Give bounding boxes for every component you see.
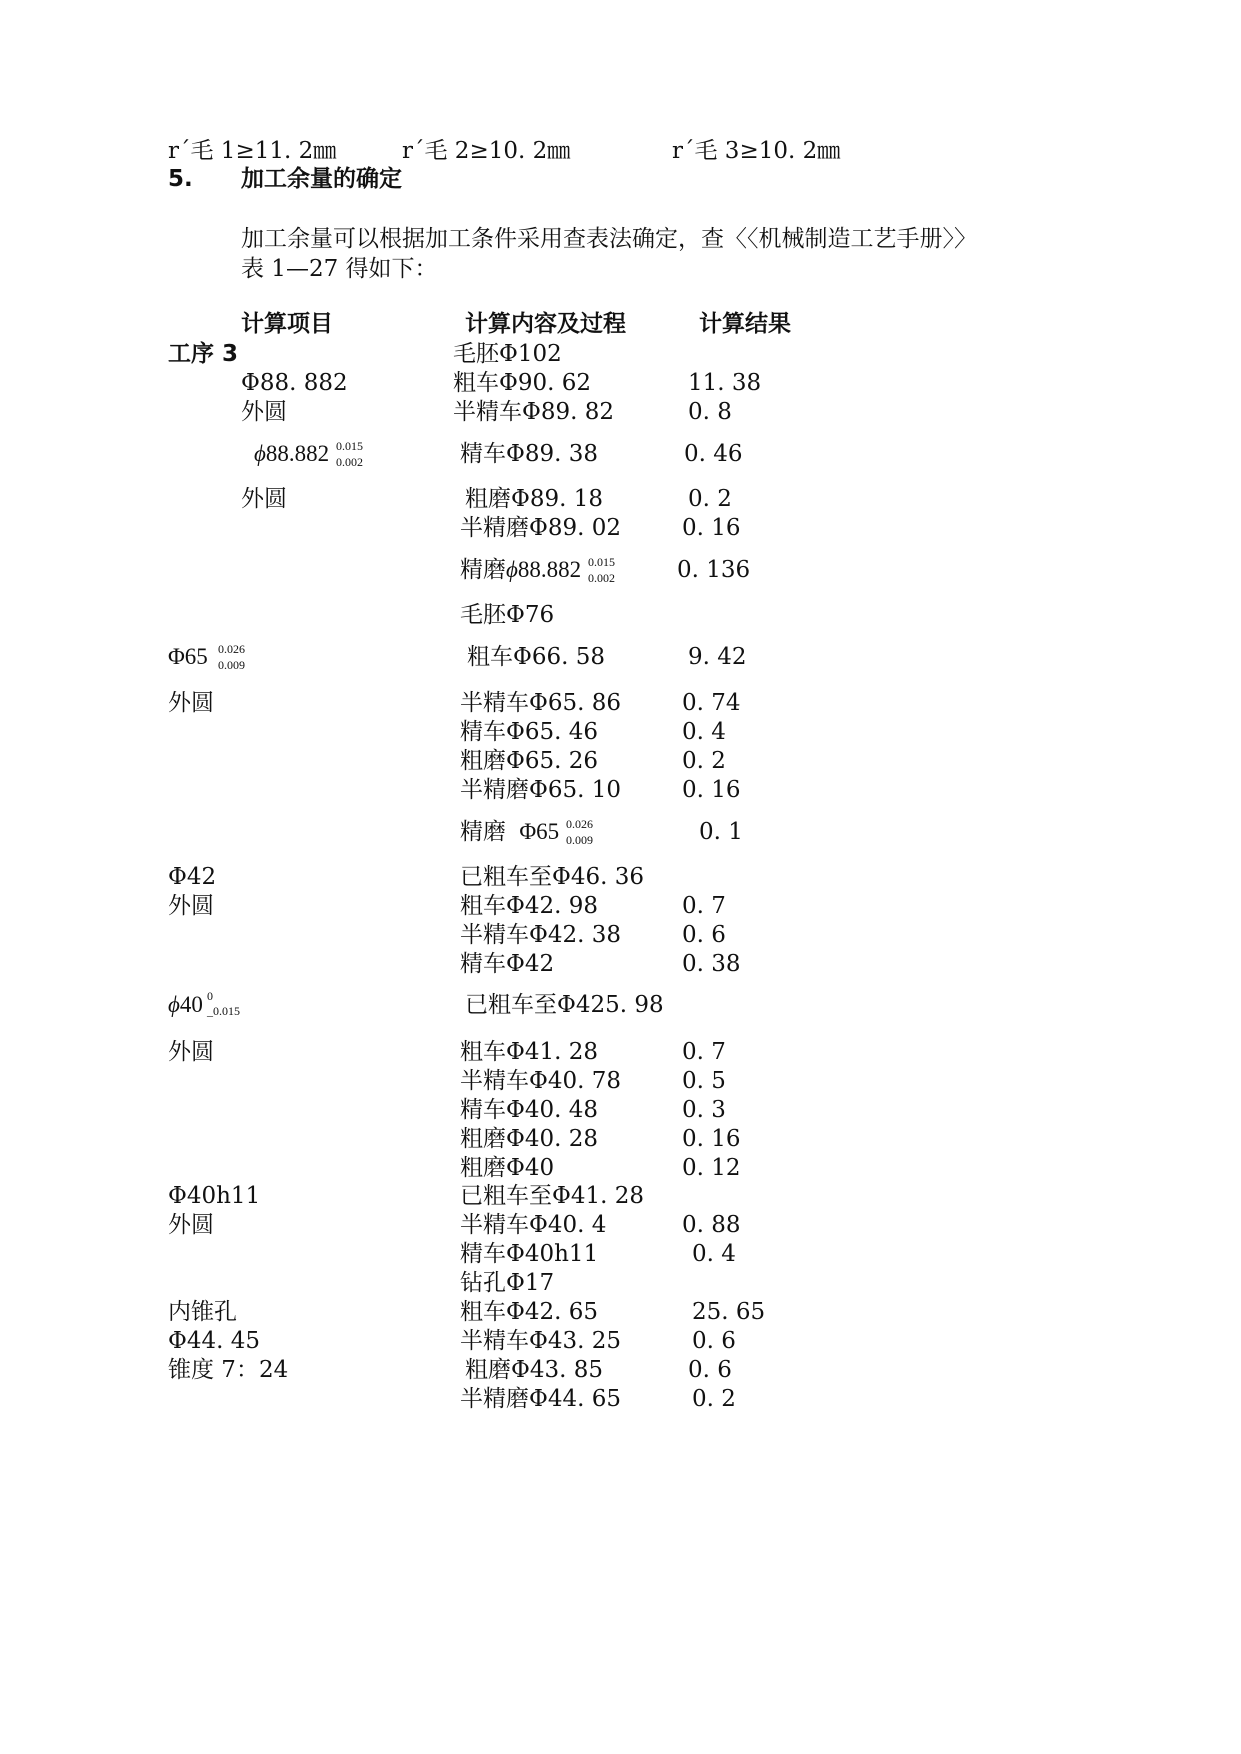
process-step: 粗磨Φ40 bbox=[460, 1155, 555, 1181]
process-step: 毛胚Φ76 bbox=[460, 602, 555, 628]
process-step: 粗车Φ90. 62 bbox=[453, 370, 592, 396]
result-value: 0. 2 bbox=[688, 486, 732, 512]
process-step: 半精磨Φ65. 10 bbox=[460, 777, 622, 803]
result-value: 0. 4 bbox=[692, 1241, 736, 1267]
item-phi88: Φ88. 882 bbox=[241, 370, 348, 396]
process-step: 粗磨Φ40. 28 bbox=[460, 1126, 599, 1152]
result-value: 0. 136 bbox=[677, 557, 751, 583]
process-step: 精磨 Φ65 bbox=[460, 819, 560, 845]
process-step: 精磨ϕ88.882 bbox=[460, 557, 582, 583]
phi-symbol: ϕ bbox=[254, 441, 266, 466]
tol-upper: 0.015 bbox=[588, 555, 615, 569]
process-step: 粗磨Φ65. 26 bbox=[460, 748, 599, 774]
process-step: 半精车Φ42. 38 bbox=[460, 922, 622, 948]
result-value: 0. 6 bbox=[692, 1328, 736, 1354]
result-value: 0. 6 bbox=[682, 922, 726, 948]
process-step: 粗磨Φ43. 85 bbox=[465, 1357, 604, 1383]
result-value: 11. 38 bbox=[688, 370, 762, 396]
result-value: 0. 7 bbox=[682, 1039, 726, 1065]
tol-lower: _0.015 bbox=[207, 1004, 240, 1018]
phi-symbol: ϕ bbox=[168, 992, 180, 1017]
tol-upper: 0.015 bbox=[336, 439, 363, 453]
item-phi44: Φ44. 45 bbox=[168, 1328, 261, 1354]
result-value: 0. 16 bbox=[682, 515, 741, 541]
radius-note-3: r´毛 3≥10. 2㎜ bbox=[672, 138, 841, 164]
item-outer-circle: 外圆 bbox=[168, 893, 214, 919]
item-phi40: ϕ40 bbox=[168, 992, 203, 1017]
process-step: 精车Φ40h11 bbox=[460, 1241, 599, 1267]
result-value: 0. 1 bbox=[699, 819, 743, 845]
process-step: 已粗车至Φ41. 28 bbox=[460, 1183, 645, 1209]
item-phi65: Φ65 bbox=[168, 644, 208, 669]
result-value: 0. 16 bbox=[682, 1126, 741, 1152]
result-value: 0. 7 bbox=[682, 893, 726, 919]
result-value: 25. 65 bbox=[692, 1299, 766, 1325]
result-value: 0. 16 bbox=[682, 777, 741, 803]
item-phi88-tol: ϕ88.882 bbox=[254, 441, 330, 466]
result-value: 0. 2 bbox=[682, 748, 726, 774]
item-outer-circle: 外圆 bbox=[168, 1212, 214, 1238]
item-taper: 锥度 7：24 bbox=[168, 1357, 289, 1383]
item-phi42: Φ42 bbox=[168, 864, 217, 890]
tol-lower: 0.002 bbox=[588, 571, 615, 585]
result-value: 0. 3 bbox=[682, 1097, 726, 1123]
item-process-3: 工序 3 bbox=[168, 341, 239, 367]
process-step: 粗车Φ42. 65 bbox=[460, 1299, 599, 1325]
result-value: 0. 74 bbox=[682, 690, 741, 716]
result-value: 9. 42 bbox=[688, 644, 747, 670]
process-step: 已粗车至Φ46. 36 bbox=[460, 864, 645, 890]
tol-upper: 0.026 bbox=[566, 817, 593, 831]
result-value: 0. 46 bbox=[684, 441, 743, 467]
process-step: 精车Φ65. 46 bbox=[460, 719, 599, 745]
tol-lower: 0.009 bbox=[218, 658, 245, 672]
header-result: 计算结果 bbox=[699, 311, 791, 337]
process-step: 半精磨Φ44. 65 bbox=[460, 1386, 622, 1412]
phi-symbol: ϕ bbox=[506, 557, 518, 582]
process-step: 粗车Φ66. 58 bbox=[467, 644, 606, 670]
process-step: 粗磨Φ89. 18 bbox=[465, 486, 604, 512]
process-step: 精车Φ89. 38 bbox=[460, 441, 599, 467]
result-value: 0. 4 bbox=[682, 719, 726, 745]
intro-line-1: 加工余量可以根据加工条件采用查表法确定，查〈〈机械制造工艺手册〉〉 bbox=[241, 226, 977, 252]
item-outer-circle: 外圆 bbox=[168, 690, 214, 716]
process-step: 粗车Φ41. 28 bbox=[460, 1039, 599, 1065]
process-step: 已粗车至Φ425. 98 bbox=[465, 992, 664, 1018]
process-step: 半精车Φ40. 4 bbox=[460, 1212, 607, 1238]
header-process: 计算内容及过程 bbox=[465, 311, 626, 337]
result-value: 0. 12 bbox=[682, 1155, 741, 1181]
process-step: 精车Φ40. 48 bbox=[460, 1097, 599, 1123]
process-step: 钻孔Φ17 bbox=[460, 1270, 555, 1296]
result-value: 0. 88 bbox=[682, 1212, 741, 1238]
section-number: 5. bbox=[168, 166, 193, 192]
tol-upper: 0 bbox=[207, 989, 213, 1003]
result-value: 0. 5 bbox=[682, 1068, 726, 1094]
item-phi40h11: Φ40h11 bbox=[168, 1183, 261, 1209]
process-step: 精车Φ42 bbox=[460, 951, 555, 977]
item-outer-circle: 外圆 bbox=[168, 1039, 214, 1065]
tol-upper: 0.026 bbox=[218, 642, 245, 656]
result-value: 0. 38 bbox=[682, 951, 741, 977]
tol-lower: 0.009 bbox=[566, 833, 593, 847]
process-step: 半精车Φ65. 86 bbox=[460, 690, 622, 716]
process-step: 半精车Φ43. 25 bbox=[460, 1328, 622, 1354]
radius-note-1: r´毛 1≥11. 2㎜ bbox=[168, 138, 337, 164]
header-item: 计算项目 bbox=[241, 311, 333, 337]
process-step: 粗车Φ42. 98 bbox=[460, 893, 599, 919]
intro-line-2: 表 1—27 得如下： bbox=[241, 256, 438, 282]
tol-lower: 0.002 bbox=[336, 455, 363, 469]
result-value: 0. 2 bbox=[692, 1386, 736, 1412]
process-step: 半精磨Φ89. 02 bbox=[460, 515, 622, 541]
item-outer-circle: 外圆 bbox=[241, 486, 287, 512]
result-value: 0. 8 bbox=[688, 399, 732, 425]
section-title: 加工余量的确定 bbox=[241, 166, 402, 192]
radius-note-2: r´毛 2≥10. 2㎜ bbox=[402, 138, 571, 164]
item-inner-taper-hole: 内锥孔 bbox=[168, 1299, 237, 1325]
process-step: 毛胚Φ102 bbox=[453, 341, 562, 367]
result-value: 0. 6 bbox=[688, 1357, 732, 1383]
process-step: 半精车Φ89. 82 bbox=[453, 399, 615, 425]
item-outer-circle: 外圆 bbox=[241, 399, 287, 425]
process-step: 半精车Φ40. 78 bbox=[460, 1068, 622, 1094]
